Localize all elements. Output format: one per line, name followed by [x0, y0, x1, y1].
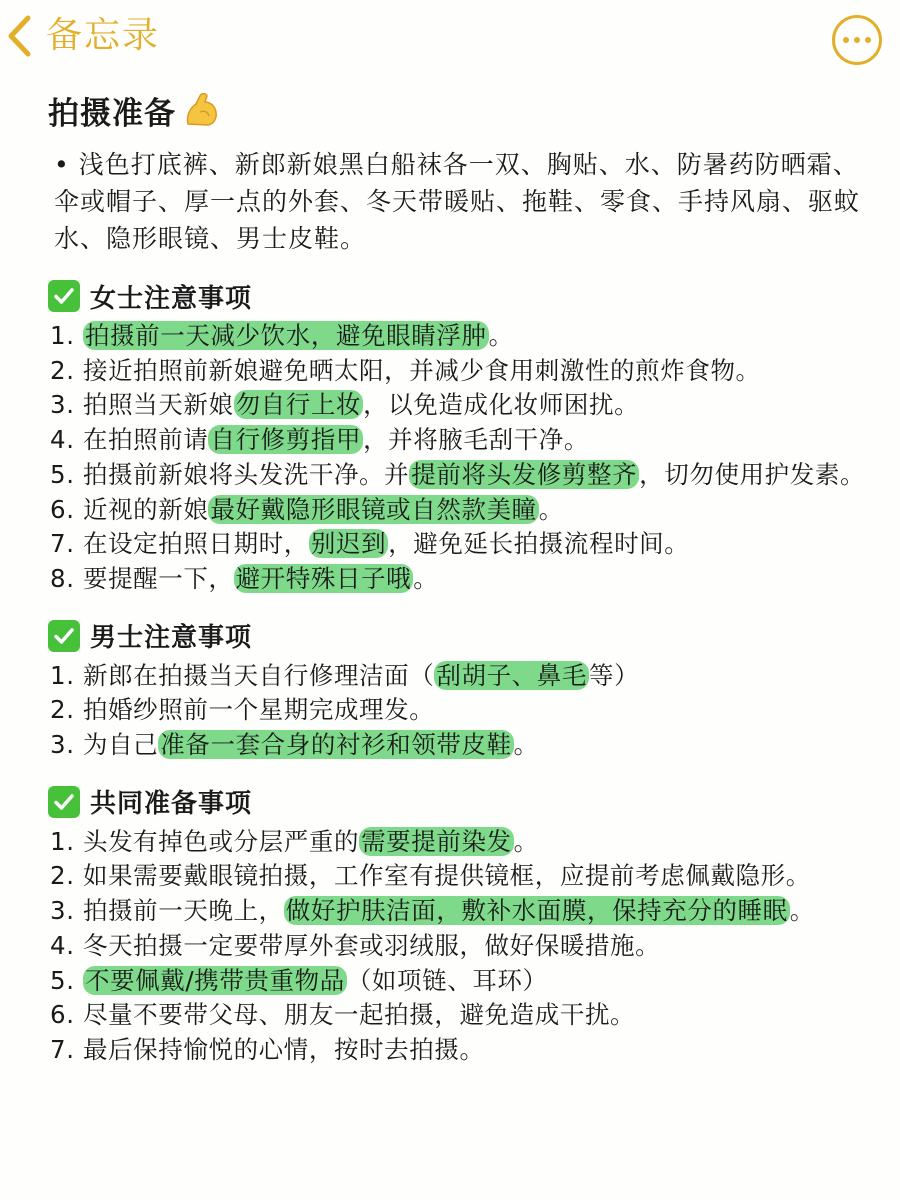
list-item: [48, 998, 878, 1033]
highlighted-text: 做好护肤洁面，敷补水面膜，保持充分的睡眠: [285, 896, 788, 926]
item-text: 。: [413, 563, 439, 593]
more-icon-dot: [854, 37, 860, 43]
check-mark-icon: [48, 786, 80, 818]
highlighted-text: 需要提前染发: [361, 826, 512, 856]
item-text: ，切勿使用护发素。: [639, 459, 866, 489]
list-item: [48, 693, 878, 728]
note-title: 拍摄准备: [48, 95, 176, 132]
list-item: [48, 929, 878, 964]
list-item: [48, 964, 878, 999]
section-list: [48, 659, 878, 763]
item-text: 。: [513, 826, 539, 856]
item-text: 3. 拍摄前一天晚上，: [50, 896, 284, 926]
list-item: [48, 458, 878, 493]
item-text: 3. 为自己: [50, 730, 159, 760]
highlighted-text: 拍摄前一天减少饮水，避免眼睛浮肿: [84, 321, 487, 350]
item-text: 5.: [50, 965, 83, 995]
section-header: [48, 275, 878, 317]
item-text: 。: [513, 730, 539, 760]
preparation-list: • 浅色打底裤、新郎新娘黑白船袜各一双、胸贴、水、防暑药防晒霜、伞或帽子、厚一点的外套、冬天带暖贴、拖鞋、零食、手持风扇、驱蚊水、隐形眼镜、男士皮鞋。: [54, 150, 861, 253]
highlighted-text: 不要佩戴/携带贵重物品: [84, 965, 345, 995]
list-item: [48, 728, 878, 763]
section-header: [48, 615, 878, 657]
item-text: 等）: [588, 660, 640, 690]
item-text: ，并将腋毛刮干净。: [363, 425, 589, 455]
chevron-left-icon: [6, 14, 32, 58]
section-title: 共同准备事项: [90, 789, 253, 820]
item-text: 7. 最后保持愉悦的心情，按时去拍摄。: [50, 1034, 485, 1064]
item-text: 6. 近视的新娘: [50, 494, 209, 524]
highlighted-text: 提前将头发修剪整齐: [411, 459, 638, 489]
list-item: [48, 423, 878, 458]
list-item: [48, 354, 878, 389]
section-header: [48, 781, 878, 823]
item-text: 4. 冬天拍摄一定要带厚外套或羽绒服，做好保暖措施。: [50, 930, 661, 960]
highlighted-text: 最好戴隐形眼镜或自然款美瞳: [210, 494, 537, 524]
item-text: 。: [538, 494, 564, 524]
list-item: [48, 825, 878, 860]
more-icon-dot: [843, 37, 849, 43]
item-text: 2. 拍婚纱照前一个星期完成理发。: [50, 695, 435, 725]
section-title: 女士注意事项: [90, 283, 253, 314]
back-label[interactable]: 备忘录: [46, 15, 161, 56]
item-text: ，以免造成化妆师困扰。: [363, 390, 640, 420]
section-list: [48, 319, 878, 597]
list-item: [48, 319, 878, 354]
list-item: [48, 859, 878, 894]
item-text: 3. 拍照当天新娘: [50, 390, 234, 420]
more-options-button[interactable]: [832, 15, 882, 65]
flexed-biceps-icon: [182, 90, 222, 130]
highlighted-text: 别迟到: [310, 529, 387, 559]
item-text: 2. 如果需要戴眼镜拍摄，工作室有提供镜框，应提前考虑佩戴隐形。: [50, 861, 811, 891]
note-title-row: [48, 84, 878, 136]
item-text: 8. 要提醒一下，: [50, 563, 234, 593]
highlighted-text: 自行修剪指甲: [210, 425, 362, 455]
list-item: [48, 659, 878, 694]
highlighted-text: 避开特殊日子哦: [235, 563, 412, 593]
navigation-bar: [0, 0, 900, 80]
highlighted-text: 刮胡子、鼻毛: [436, 660, 587, 690]
item-text: 5. 拍摄前新娘将头发洗干净。并: [50, 459, 410, 489]
section-title: 男士注意事项: [90, 623, 253, 654]
item-text: 2. 接近拍照前新娘避免晒太阳，并减少食用刺激性的煎炸食物。: [50, 355, 761, 385]
check-mark-icon: [48, 620, 80, 652]
list-item: [48, 894, 878, 929]
list-item: [48, 562, 878, 597]
more-icon-dot: [865, 37, 871, 43]
note-body[interactable]: [48, 84, 878, 1068]
highlighted-text: 准备一套合身的衬衫和领带皮鞋: [160, 730, 512, 760]
list-item: [48, 527, 878, 562]
list-item: [48, 388, 878, 423]
item-text: ，避免延长拍摄流程时间。: [388, 529, 690, 559]
item-text: 。: [488, 321, 514, 350]
section-list: [48, 825, 878, 1068]
item-text: 4. 在拍照前请: [50, 425, 209, 455]
item-text: 7. 在设定拍照日期时，: [50, 529, 309, 559]
list-item: [48, 493, 878, 528]
check-mark-icon: [48, 280, 80, 312]
item-text: （如项链、耳环）: [346, 965, 548, 995]
item-text: 1. 头发有掉色或分层严重的: [50, 826, 360, 856]
item-text: 1. 新郎在拍摄当天自行修理洁面（: [50, 660, 435, 690]
sections-container: [48, 275, 878, 1068]
item-text: 。: [789, 896, 815, 926]
item-text: 1.: [50, 321, 83, 350]
highlighted-text: 勿自行上妆: [235, 390, 362, 420]
item-text: 6. 尽量不要带父母、朋友一起拍摄，避免造成干扰。: [50, 1000, 636, 1030]
list-item: [48, 1033, 878, 1068]
back-button[interactable]: [6, 14, 160, 58]
